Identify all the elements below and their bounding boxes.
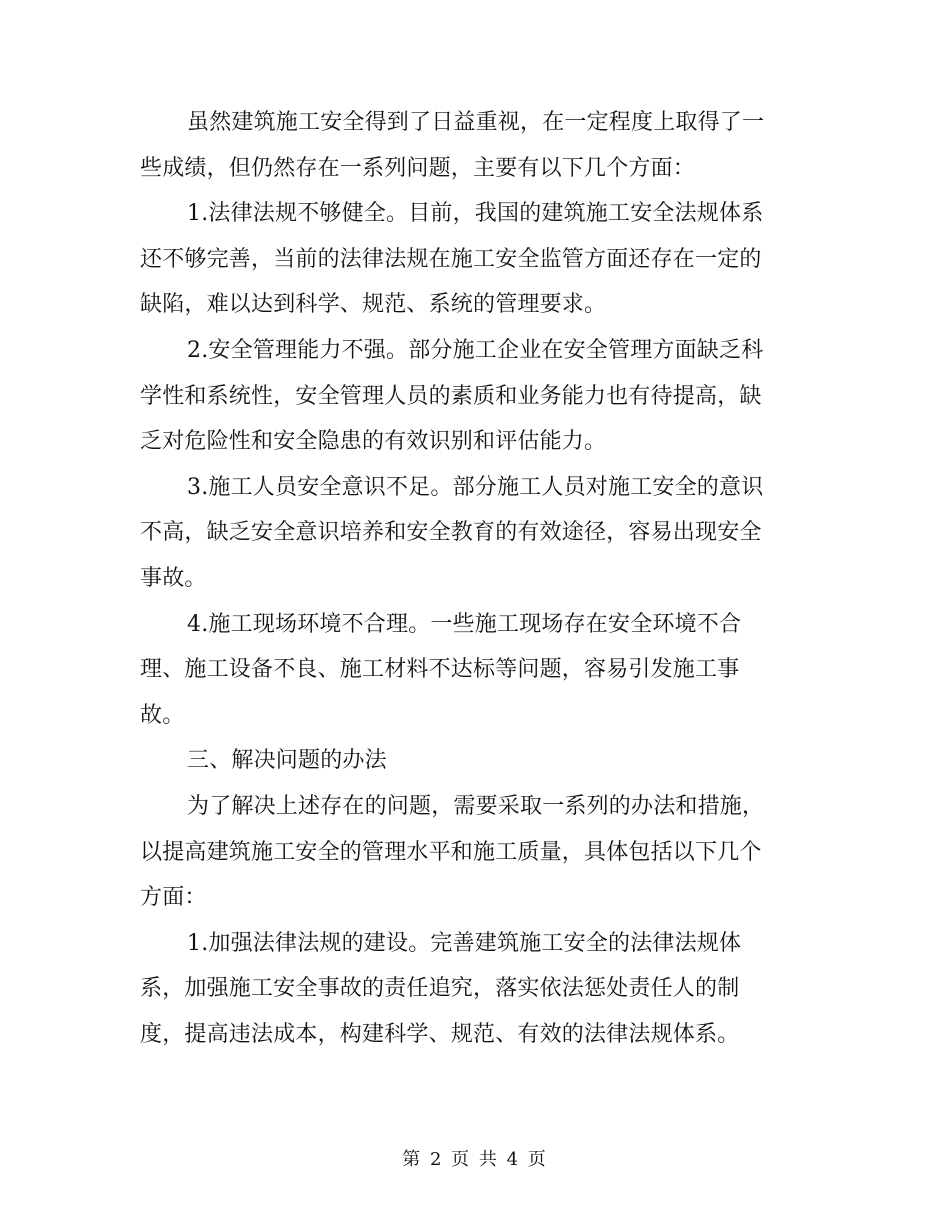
paragraph-problem-3	[140, 465, 805, 602]
paragraph-solutions-intro	[140, 784, 805, 921]
text-line: 还不够完善，当前的法律法规在施工安全监管方面还存在一定的	[140, 246, 762, 272]
text-line: 4.施工现场环境不合理。一些施工现场存在安全环境不合	[187, 611, 742, 637]
text-line: 1.加强法律法规的建设。完善建筑施工安全的法律法规体	[187, 930, 742, 956]
text-line: 虽然建筑施工安全得到了日益重视，在一定程度上取得了一	[187, 110, 765, 135]
text-line: 些成绩，但仍然存在一系列问题，主要有以下几个方面：	[140, 155, 696, 181]
page-number-footer: 第 2 页 共 4 页	[402, 1149, 548, 1170]
paragraph-problem-4	[140, 602, 805, 739]
text-line: 3.施工人员安全意识不足。部分施工人员对施工安全的意识	[187, 474, 764, 500]
paragraph-solution-1	[140, 921, 805, 1058]
paragraph-intro	[140, 100, 805, 191]
text-line: 缺陷，难以达到科学、规范、系统的管理要求。	[140, 292, 607, 318]
text-line: 乏对危险性和安全隐患的有效识别和评估能力。	[140, 429, 607, 455]
text-line: 理、施工设备不良、施工材料不达标等问题，容易引发施工事	[140, 657, 740, 683]
text-line: 系，加强施工安全事故的责任追究，落实依法惩处责任人的制	[140, 976, 740, 1002]
text-line: 为了解决上述存在的问题，需要采取一系列的办法和措施，	[187, 793, 765, 819]
text-line: 学性和系统性，安全管理人员的素质和业务能力也有待提高，缺	[140, 383, 762, 409]
section-heading	[140, 738, 805, 784]
document-body	[140, 100, 805, 1057]
text-line: 事故。	[140, 565, 207, 591]
text-line: 不高，缺乏安全意识培养和安全教育的有效途径，容易出现安全	[140, 520, 762, 546]
text-line: 以提高建筑施工安全的管理水平和施工质量，具体包括以下几个	[140, 839, 762, 865]
text-line: 1.法律法规不够健全。目前，我国的建筑施工安全法规体系	[187, 201, 764, 227]
text-line: 度，提高违法成本，构建科学、规范、有效的法律法规体系。	[140, 1021, 740, 1047]
text-line: 三、解决问题的办法	[187, 748, 387, 774]
text-line: 方面：	[140, 885, 207, 911]
paragraph-problem-2	[140, 328, 805, 465]
text-line: 故。	[140, 702, 185, 728]
text-line: 2.安全管理能力不强。部分施工企业在安全管理方面缺乏科	[187, 337, 764, 363]
paragraph-problem-1	[140, 191, 805, 328]
